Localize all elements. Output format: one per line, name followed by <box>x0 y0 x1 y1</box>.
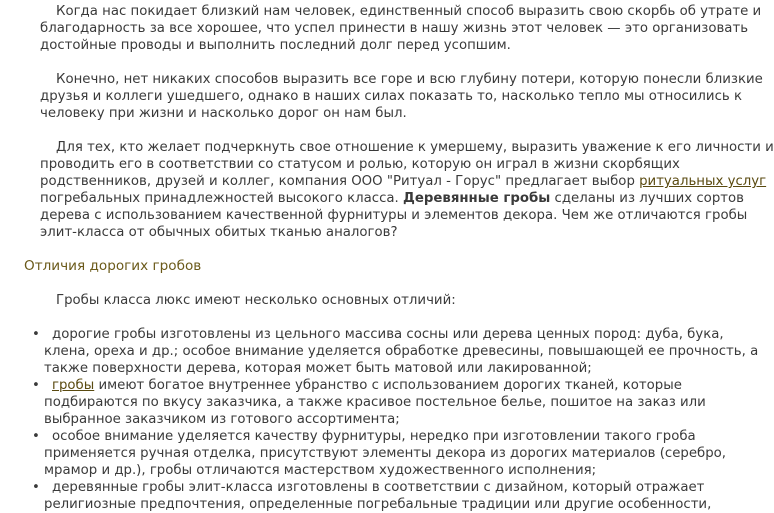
text-fragment: родственников, друзей и коллег, компания ООО "Ритуал - Горус" предлагает выбор <box>40 174 640 189</box>
text-fragment: погребальных принадлежностей высокого класса. <box>40 191 404 206</box>
text-line: применяется ручная отделка, присутствуют элементы декора из дорогих материалов (серебро, <box>44 446 727 461</box>
text-fragment: имеют богатое внутреннее убранство с использованием дорогих тканей, которые <box>94 378 682 393</box>
text-line: человеку при жизни и насколько дорог он нам был. <box>40 106 407 121</box>
text-line: Для тех, кто желает подчеркнуть свое отношение к умершему, выразить уважение к его личности и <box>56 140 774 155</box>
bullet-icon: • <box>32 429 40 444</box>
text-line: выбранное заказчиком из готового ассортимента; <box>44 412 400 427</box>
text-line: Гробы класса люкс имеют несколько основных отличий: <box>56 293 456 308</box>
article-content <box>0 3 774 513</box>
text-line: Конечно, нет никаких способов выразить все горе и всю глубину потери, которую понесли близкие <box>56 72 763 87</box>
wooden-coffins-bold: Деревянные гробы <box>403 191 551 206</box>
bullet-icon: • <box>32 378 40 393</box>
text-line: благодарность за все хорошее, что успел принести в нашу жизнь этот человек — это организовать <box>40 21 749 36</box>
text-line: дорогие гробы изготовлены из цельного массива сосны или дерева ценных пород: дуба, бука, <box>52 327 724 342</box>
text-line: особое внимание уделяется качеству фурнитуры, нередко при изготовлении такого гроба <box>52 429 696 444</box>
text-line <box>24 190 744 207</box>
text-line <box>24 173 767 190</box>
list-item-text <box>40 479 724 513</box>
text-fragment: сделаны из лучших сортов <box>550 191 744 206</box>
text-line: проводить его в соответствии со статусом и ролью, которую он играл в жизни скорбящих <box>40 157 680 172</box>
differences-list <box>0 326 759 513</box>
list-item <box>24 428 727 479</box>
text-line: деревянные гробы элит-класса изготовлены в соответствии с дизайном, который отражает <box>52 480 705 495</box>
text-line: подбираются по вкусу заказчика, а также красивое постельное белье, пошитое на заказ или <box>44 395 706 410</box>
text-line: достойные проводы и выполнить последний долг перед усопшим. <box>40 38 511 53</box>
paragraph-list-intro <box>0 292 704 309</box>
paragraph-intro <box>0 3 762 54</box>
text-line: дерева с использованием качественной фурнитуры и элементов декора. Чем же отличаются гробы <box>40 208 748 223</box>
text-line: также поверхности дерева, которая может быть матовой или лакированной; <box>44 361 592 376</box>
coffins-link[interactable]: гробы <box>52 378 95 393</box>
list-item-text <box>40 377 724 428</box>
list-item <box>24 326 759 377</box>
list-item <box>24 377 724 428</box>
text-line: элит-класса от обычных обитых тканью аналогов? <box>40 225 398 240</box>
list-item-text <box>40 428 727 479</box>
text-line: мрамор и др.), гробы отличаются мастерством художественного исполнения; <box>44 463 597 478</box>
section-heading: Отличия дорогих гробов <box>24 258 202 274</box>
bullet-icon: • <box>32 327 40 342</box>
text-line: клена, ореха и др.; особое внимание уделяется обработке древесины, повышающей ее прочность, а <box>44 344 759 359</box>
paragraph-grief <box>0 71 763 122</box>
paragraph-offer <box>0 139 774 241</box>
list-item-text <box>40 326 759 377</box>
list-item <box>24 479 724 513</box>
text-line <box>44 377 724 394</box>
bullet-icon: • <box>32 480 40 495</box>
text-line: религиозные предпочтения, определенные погребальные традиции или другие особенности, <box>44 497 712 512</box>
text-line: Когда нас покидает близкий нам человек, единственный способ выразить свою скорбь об утрате и <box>56 4 762 19</box>
text-line: друзья и коллеги ушедшего, однако в наших силах показать то, насколько тепло мы относились к <box>40 89 742 104</box>
ritual-services-link[interactable]: ритуальных услуг <box>639 174 767 189</box>
